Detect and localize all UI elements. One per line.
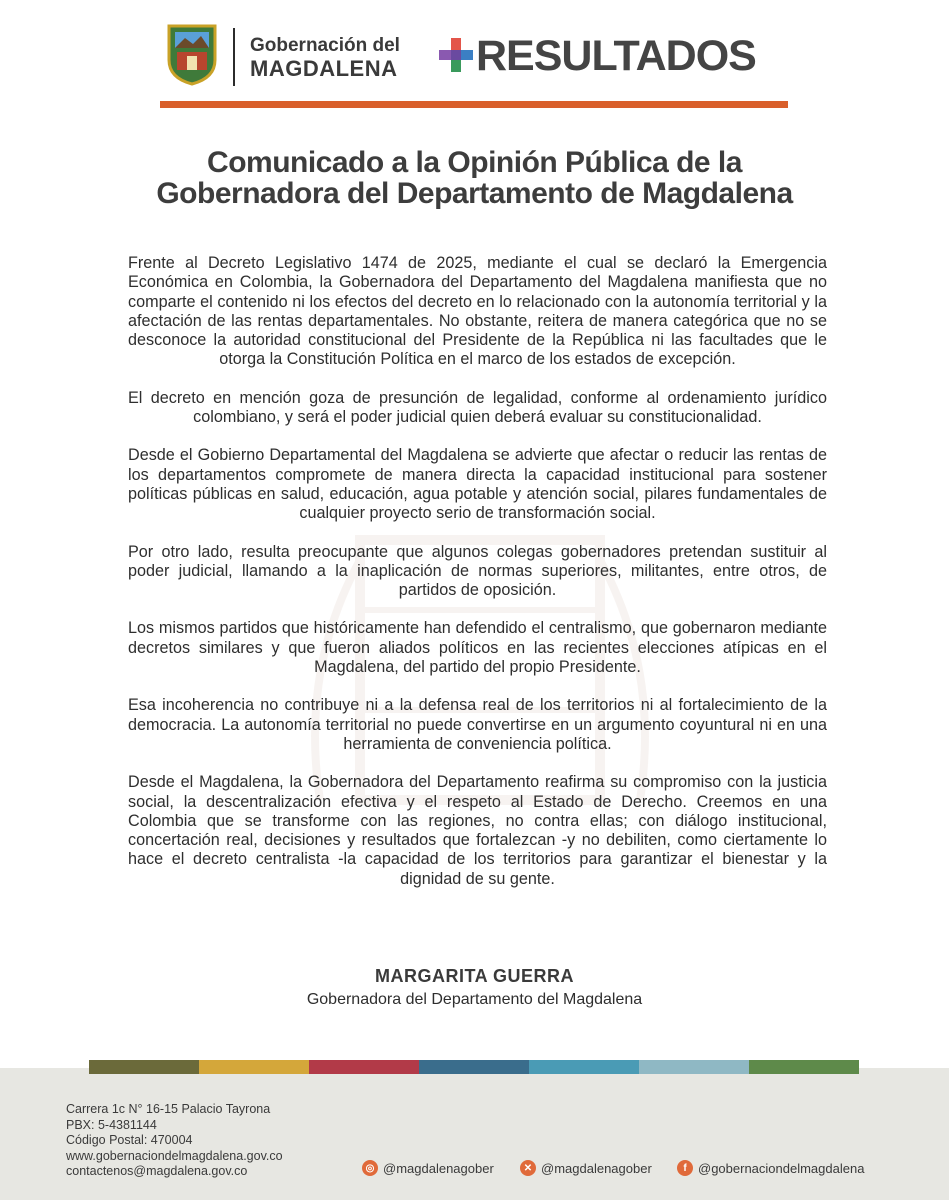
gov-line2: MAGDALENA [250,56,398,81]
paragraph: Desde el Magdalena, la Gobernadora del Departamento reafirma su compromiso con la justicia social, la descentralización efectiva y el respeto al Estado de Derecho. Creemos en una Colombia que se transforme con las regiones, no contra ellas; con diálogo institucional, concertación real, decisiones y resultados que fortalezcan -y no debiliten, como ciertamente lo hace el decreto centralista -la capacidad de los territorios para garantizar el bienestar y la dignidad de su gente. [128,773,827,888]
instagram-handle: @magdalenagober [383,1160,494,1176]
gov-line1: Gobernación del [250,35,400,56]
title-line1: Comunicado a la Opinión Pública de la [207,146,742,179]
colored-plus-icon [437,36,475,74]
x-handle: @magdalenagober [541,1160,652,1176]
paragraph: Por otro lado, resulta preocupante que algunos colegas gobernadores pretendan sustituir al poder judicial, llamando a la inaplicación de normas superiores, militantes, entre otros, de partidos de oposición. [128,542,827,600]
magdalena-crest-icon [165,22,219,86]
social-instagram-link[interactable] [362,1160,494,1176]
facebook-handle: @gobernaciondelmagdalena [698,1160,865,1176]
letterhead [0,20,949,100]
footer-color-bar [89,1060,859,1074]
facebook-icon: f [677,1160,693,1176]
instagram-icon: ◎ [362,1160,378,1176]
header-divider [233,28,235,86]
brand-wordmark: RESULTADOS [476,32,756,80]
header-rule [160,101,788,108]
signatory-name: MARGARITA GUERRA [375,966,574,986]
paragraph: Esa incoherencia no contribuye ni a la defensa real de los territorios ni al fortalecimiento de la democracia. La autonomía territorial no puede convertirse en un argumento coyuntural ni en una herramienta de conveniencia política. [128,696,827,753]
paragraph: El decreto en mención goza de presunción de legalidad, conforme al ordenamiento jurídico colombiano, y será el poder judicial quien deberá evaluar su constitucionalidad. [128,388,827,427]
social-x-link[interactable] [520,1160,652,1176]
signature-block [0,966,949,1009]
signatory-role: Gobernadora del Departamento del Magdalena [306,991,643,1008]
address-website-link[interactable]: www.gobernaciondelmagdalena.gov.co [66,1148,283,1163]
x-twitter-icon: ✕ [520,1160,536,1176]
address-phone: PBX: 5-4381144 [66,1117,157,1132]
address-email-link[interactable]: contactenos@magdalena.gov.co [66,1164,248,1178]
government-name [250,34,400,80]
title-line2: Gobernadora del Departamento de Magdalena [156,177,793,210]
address-postal: Código Postal: 470004 [66,1133,193,1147]
contact-address [66,1102,283,1180]
page-title [100,147,849,209]
social-facebook-link[interactable] [677,1160,864,1176]
address-street: Carrera 1c N° 16-15 Palacio Tayrona [66,1102,271,1116]
communique-body [128,254,827,908]
paragraph: Los mismos partidos que históricamente han defendido el centralismo, que gobernaron mediante decretos similares y que fueron aliados políticos en las recientes elecciones atípicas en el Magdalena, del partido del propio Presidente. [128,619,827,677]
paragraph: Frente al Decreto Legislativo 1474 de 2025, mediante el cual se declaró la Emergencia Económica en Colombia, la Gobernadora del Departamento del Magdalena manifiesta que no comparte el contenido ni los efectos del decreto en lo relacionado con la autonomía territorial y la afectación de las rentas departamentales. No obstante, reitera de manera categórica que no se desconoce la autoridad constitucional del Presidente de la República ni las facultades que le otorga la Constitución Política en el marco de los estados de excepción. [128,254,827,369]
paragraph: Desde el Gobierno Departamental del Magdalena se advierte que afectar o reducir las rentas de los departamentos compromete de manera directa la capacidad institucional para sostener políticas públicas en salud, educación, agua potable y atención social, pilares fundamentales de cualquier proyecto serio de transformación social. [128,446,827,523]
